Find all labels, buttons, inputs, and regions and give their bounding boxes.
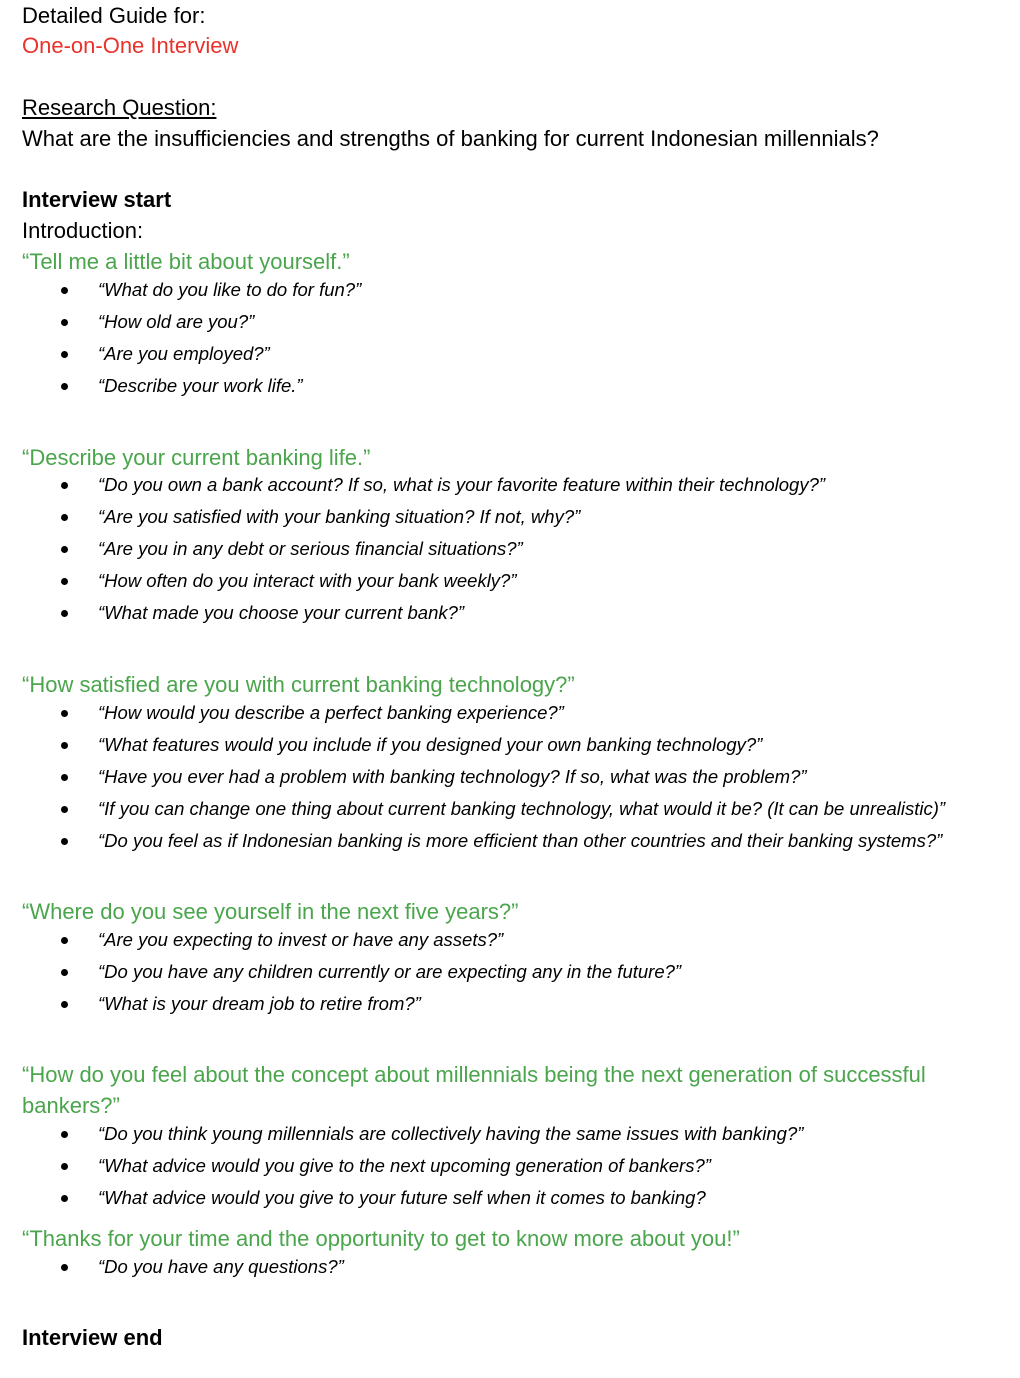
bullet-icon	[61, 383, 68, 390]
section-question: “How do you feel about the concept about millennials being the next generation of successful bankers?”	[22, 1062, 926, 1118]
bullet-icon	[61, 319, 68, 326]
guide-label: Detailed Guide for:	[22, 3, 206, 28]
research-question-label: Research Question:	[22, 95, 217, 120]
bullet-icon	[61, 351, 68, 358]
section-question: “How satisfied are you with current banking technology?”	[22, 672, 575, 697]
section-question: “Describe your current banking life.”	[22, 445, 371, 470]
bullet-icon	[61, 1195, 68, 1202]
bullet-icon	[61, 969, 68, 976]
section-question: “Where do you see yourself in the next five years?”	[22, 899, 519, 924]
introduction-label: Introduction:	[22, 218, 144, 243]
section-question: “Thanks for your time and the opportunity to get to know more about you!”	[22, 1226, 740, 1251]
bullet-icon	[61, 710, 68, 717]
bullet-icon	[61, 774, 68, 781]
bullet-icon	[61, 1131, 68, 1138]
research-question-text: What are the insufficiencies and strengths of banking for current Indonesian millennials?	[22, 126, 879, 151]
bullet-icon	[61, 1001, 68, 1008]
bullet-icon	[61, 482, 68, 489]
bullet-icon	[61, 937, 68, 944]
section-question: “Tell me a little bit about yourself.”	[22, 249, 350, 274]
bullet-icon	[61, 287, 68, 294]
guide-title: One-on-One Interview	[22, 33, 239, 58]
interview-end-heading: Interview end	[22, 1325, 163, 1350]
interview-start-heading: Interview start	[22, 187, 172, 212]
bullet-icon	[61, 610, 68, 617]
bullet-icon	[61, 806, 68, 813]
bullet-icon	[61, 514, 68, 521]
bullet-icon	[61, 546, 68, 553]
bullet-icon	[61, 1264, 68, 1271]
bullet-icon	[61, 1163, 68, 1170]
bullet-icon	[61, 578, 68, 585]
bullet-icon	[61, 838, 68, 845]
bullet-icon	[61, 742, 68, 749]
